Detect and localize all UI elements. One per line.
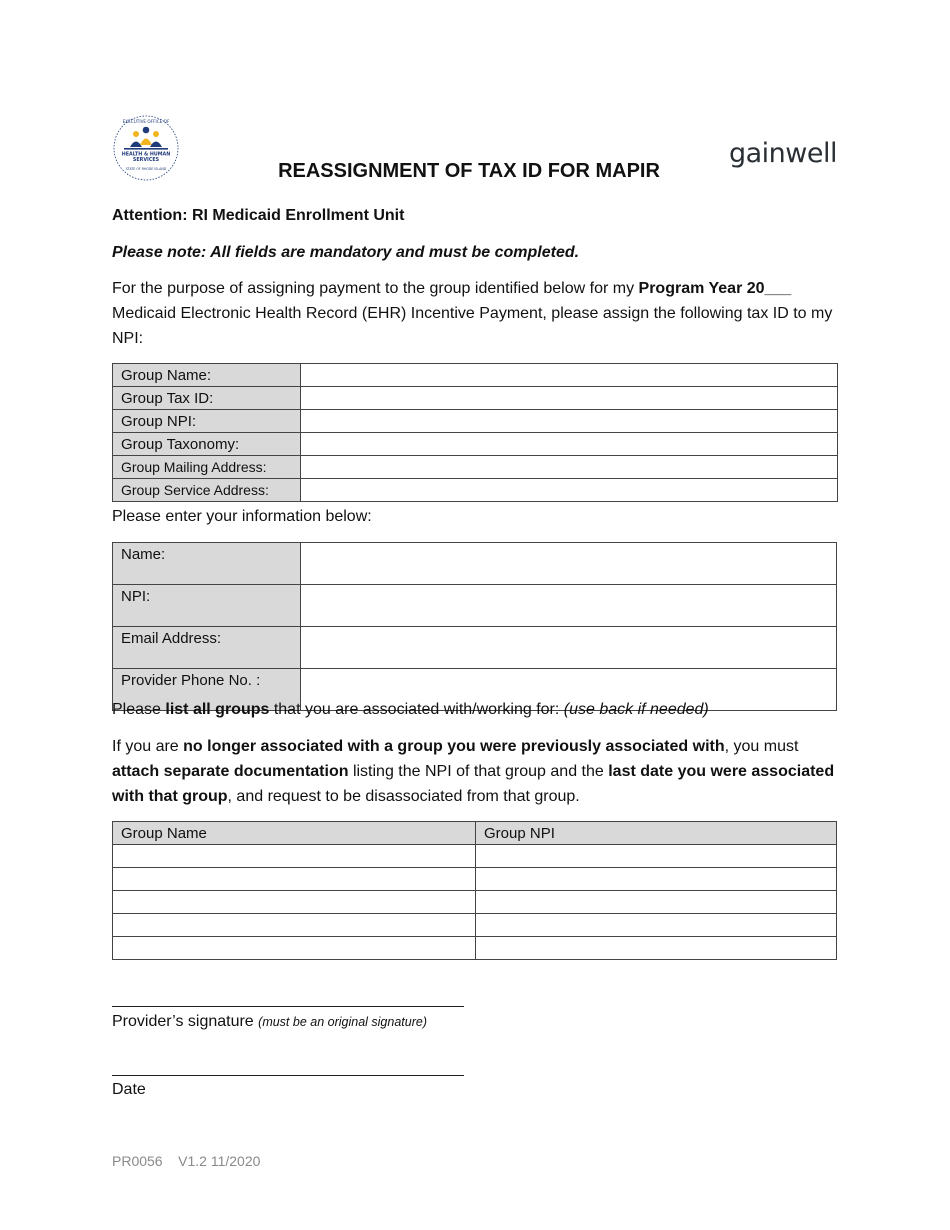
table-row	[113, 937, 837, 960]
group-npi-cell[interactable]	[476, 914, 837, 937]
table-row	[113, 456, 838, 479]
gainwell-logo: gainwell	[729, 138, 837, 169]
table-row	[113, 433, 838, 456]
list-note-text-2: that you are associated with/working for:	[269, 701, 564, 718]
email-label: Email Address:	[113, 627, 301, 669]
provider-info-table	[112, 542, 837, 711]
group-name-cell[interactable]	[113, 937, 476, 960]
group-name-label: Group Name:	[113, 364, 301, 387]
group-taxonomy-label: Group Taxonomy:	[113, 433, 301, 456]
table-row	[113, 479, 838, 502]
list-note-bold: list all groups	[165, 701, 270, 718]
group-npi-header: Group NPI	[476, 822, 837, 845]
name-label: Name:	[113, 543, 301, 585]
assoc-text-2: , you must	[724, 738, 799, 755]
table-row	[113, 364, 838, 387]
date-label: Date	[112, 1081, 146, 1098]
signature-label-text: Provider’s signature	[112, 1013, 259, 1030]
intro-text-2: Medicaid Electronic Health Record (EHR) Incentive Payment, please assign the following tax ID to my NPI:	[112, 305, 833, 347]
table-row	[113, 914, 837, 937]
seal-center-line1: HEALTH & HUMAN	[121, 152, 171, 158]
table-row	[113, 868, 837, 891]
intro-paragraph	[112, 276, 842, 351]
attention-line: Attention: RI Medicaid Enrollment Unit	[112, 207, 405, 224]
npi-field[interactable]	[301, 585, 837, 627]
group-tax-id-label: Group Tax ID:	[113, 387, 301, 410]
group-npi-cell[interactable]	[476, 891, 837, 914]
group-name-cell[interactable]	[113, 845, 476, 868]
email-field[interactable]	[301, 627, 837, 669]
program-year-field: Program Year 20___	[638, 280, 792, 297]
group-npi-cell[interactable]	[476, 937, 837, 960]
group-service-address-label: Group Service Address:	[113, 479, 301, 502]
group-mailing-address-label: Group Mailing Address:	[113, 456, 301, 479]
table-header-row	[113, 822, 837, 845]
name-field[interactable]	[301, 543, 837, 585]
group-npi-label: Group NPI:	[113, 410, 301, 433]
signature-note: (must be an original signature)	[258, 1015, 427, 1029]
assoc-bold-3: last date you were associated with that group	[112, 763, 835, 805]
assoc-text-4: , and request to be disassociated from that group.	[227, 788, 580, 805]
list-note-text-1: Please	[112, 701, 166, 718]
signature-line[interactable]	[112, 1006, 464, 1007]
npi-label: NPI:	[113, 585, 301, 627]
info-intro: Please enter your information below:	[112, 508, 372, 525]
assoc-bold-1: no longer associated with a group you were previously associated with	[183, 738, 725, 755]
group-details-table	[112, 363, 838, 502]
table-row	[113, 891, 837, 914]
group-tax-id-field[interactable]	[301, 387, 838, 410]
group-name-header: Group Name	[113, 822, 476, 845]
group-name-cell[interactable]	[113, 914, 476, 937]
table-row	[113, 387, 838, 410]
assoc-bold-2: attach separate documentation	[112, 763, 349, 780]
group-mailing-address-field[interactable]	[301, 456, 838, 479]
associated-groups-table	[112, 821, 837, 960]
group-name-field[interactable]	[301, 364, 838, 387]
group-npi-cell[interactable]	[476, 845, 837, 868]
group-service-address-field[interactable]	[301, 479, 838, 502]
form-title: REASSIGNMENT OF TAX ID FOR MAPIR	[278, 160, 660, 182]
form-version-footer: PR0056 V1.2 11/2020	[112, 1153, 261, 1169]
group-name-cell[interactable]	[113, 868, 476, 891]
phone-label: Provider Phone No. :	[113, 669, 301, 711]
seal-center-line2: SERVICES	[132, 158, 160, 163]
group-name-cell[interactable]	[113, 891, 476, 914]
table-row	[113, 543, 837, 585]
group-npi-field[interactable]	[301, 410, 838, 433]
intro-text-1: For the purpose of assigning payment to the group identified below for my	[112, 280, 639, 297]
mandatory-note: Please note: All fields are mandatory and must be completed.	[112, 244, 580, 261]
table-row	[113, 627, 837, 669]
signature-label	[112, 1009, 842, 1035]
date-line[interactable]	[112, 1075, 464, 1076]
table-row	[113, 845, 837, 868]
disassociation-paragraph	[112, 734, 842, 809]
seal-bottom-text: STATE OF RHODE ISLAND	[125, 167, 167, 171]
list-groups-note	[112, 697, 842, 722]
group-npi-cell[interactable]	[476, 868, 837, 891]
table-row	[113, 410, 838, 433]
table-row	[113, 585, 837, 627]
assoc-text-1: If you are	[112, 738, 184, 755]
assoc-text-3: listing the NPI of that group and the	[348, 763, 609, 780]
list-note-italic: (use back if needed)	[563, 701, 709, 718]
group-taxonomy-field[interactable]	[301, 433, 838, 456]
seal-ring-text: EXECUTIVE OFFICE OF	[122, 119, 170, 124]
